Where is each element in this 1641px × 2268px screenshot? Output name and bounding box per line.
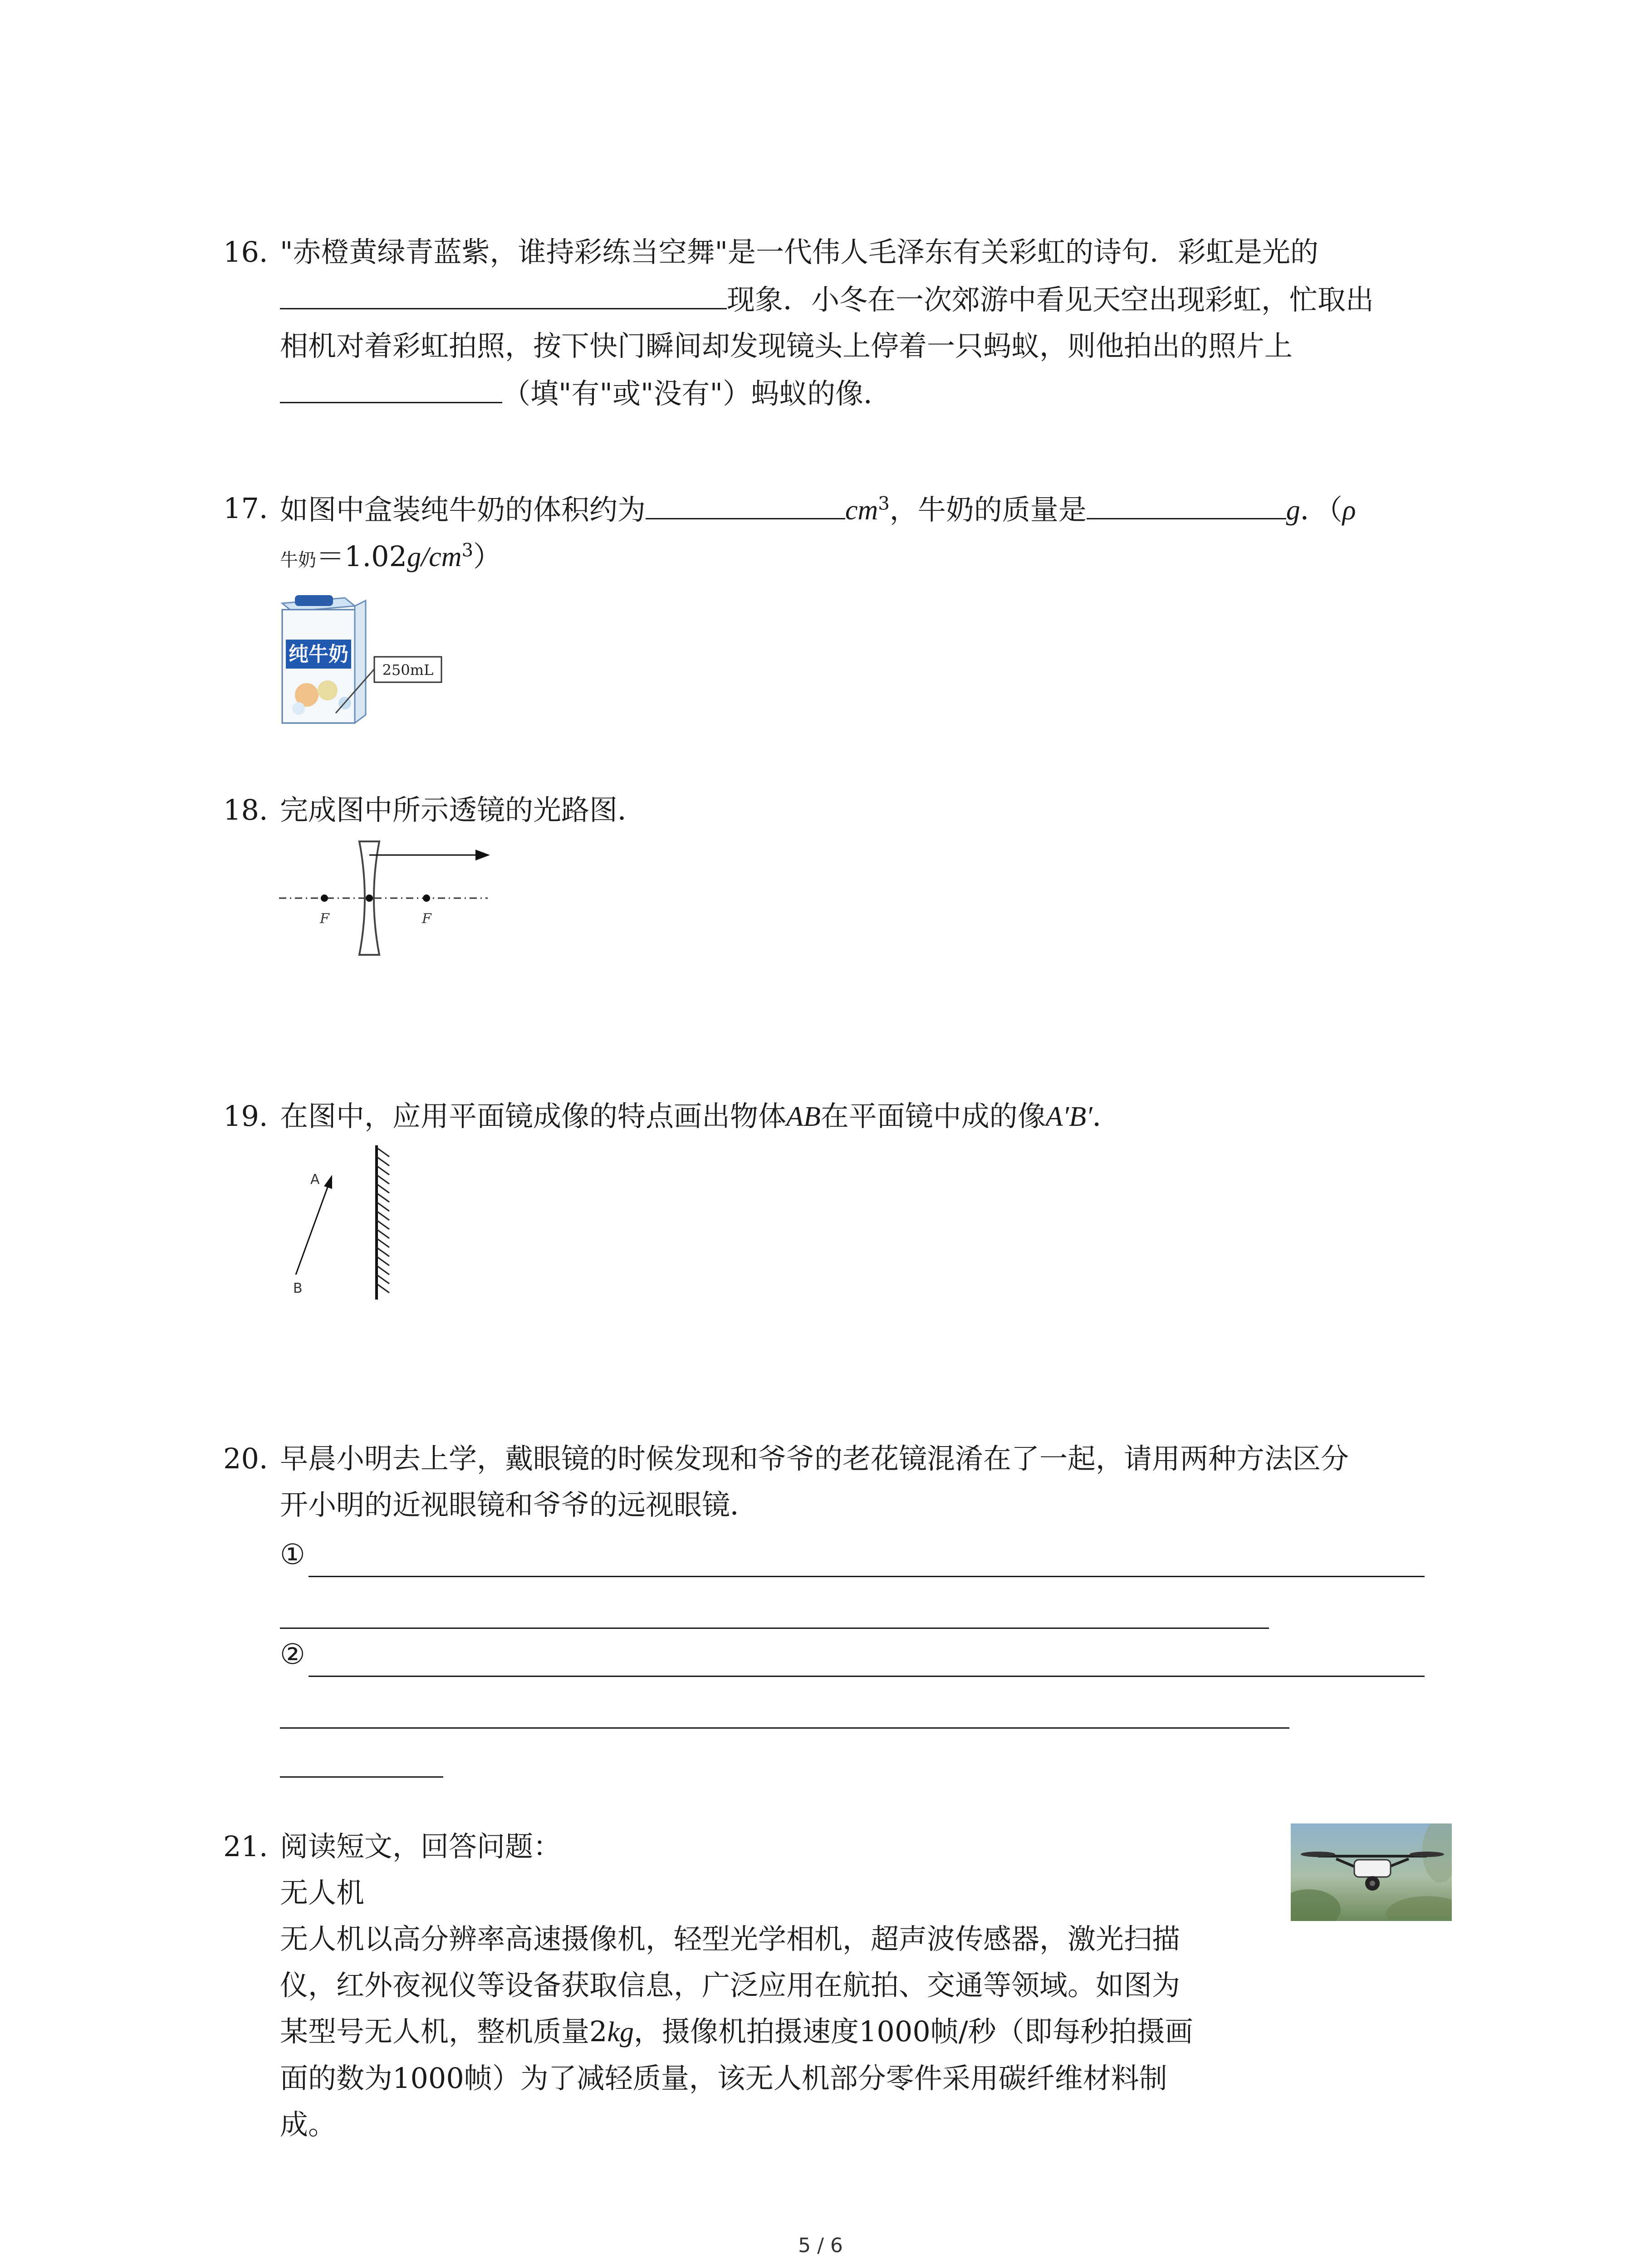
q16-line2: 现象．小冬在一次郊游中看见天空出现彩虹，忙取出 <box>280 275 1448 323</box>
answer-line-2b[interactable] <box>280 1685 1289 1729</box>
volume-blank[interactable] <box>646 485 845 519</box>
answer-blank[interactable] <box>280 275 727 309</box>
question-number: 20. <box>223 1442 268 1475</box>
plane-mirror-figure <box>281 1143 417 1306</box>
q21-p2: 仪，红外夜视仪等设备获取信息，广泛应用在航拍、交通等领域。如图为 <box>280 1969 1181 2002</box>
focal-point-right <box>423 894 430 902</box>
object-ab <box>296 1185 328 1275</box>
question-17 <box>223 485 1448 583</box>
q17-line1: 如图中盒装纯牛奶的体积约为 $cm^3$，牛奶的质量是 g．（ρ <box>280 485 1448 533</box>
question-20 <box>223 1436 1448 1528</box>
question-number: 21. <box>223 1830 268 1863</box>
answer-line-2a[interactable] <box>309 1633 1425 1677</box>
q21-p4: 面的数为1000帧）为了减轻质量，该无人机部分零件采用碳纤维材料制 <box>280 2062 1167 2095</box>
question-number: 18. <box>223 793 268 826</box>
ray-arrow-icon <box>475 850 490 860</box>
mirror-hatching <box>377 1148 389 1293</box>
answer-blank[interactable] <box>280 369 502 403</box>
q17-line2: 牛奶$=1.02g/cm^3$） <box>280 540 502 573</box>
q20-mark-1: ① <box>280 1538 305 1571</box>
question-21 <box>223 1823 1448 2148</box>
optical-center <box>366 894 373 902</box>
q16-line1: "赤橙黄绿青蓝紫，谁持彩练当空舞"是一代伟人毛泽东有关彩虹的诗句．彩虹是光的 <box>280 235 1319 269</box>
focus-label-left: F <box>320 911 329 927</box>
question-number: 19. <box>223 1100 268 1133</box>
q16-line3: 相机对着彩虹拍照，按下快门瞬间却发现镜头上停着一只蚂蚁，则他拍出的照片上 <box>280 329 1293 362</box>
q21-intro: 阅读短文，回答问题： <box>280 1830 562 1863</box>
q18-text: 完成图中所示透镜的光路图． <box>280 793 646 826</box>
mass-blank[interactable] <box>1087 485 1286 519</box>
volume-callout: 250mL <box>382 661 434 679</box>
carton-label: 纯牛奶 <box>289 643 348 666</box>
answer-line-1a[interactable] <box>309 1533 1425 1577</box>
drone-photo <box>1291 1823 1452 1921</box>
q21-heading: 无人机 <box>280 1876 365 1909</box>
focus-label-right: F <box>422 911 431 927</box>
question-19 <box>223 1093 1448 1140</box>
question-16 <box>223 229 1448 417</box>
answer-line-1b[interactable] <box>280 1585 1269 1629</box>
q20-mark-2: ② <box>280 1637 305 1671</box>
q20-line2: 开小明的近视眼镜和爷爷的远视眼镜． <box>280 1488 759 1521</box>
answer-line-2c[interactable] <box>280 1734 443 1778</box>
object-arrow-icon <box>324 1175 332 1189</box>
point-b-label: B <box>293 1281 303 1296</box>
milk-carton-figure <box>277 590 458 726</box>
q16-line4: （填"有"或"没有"）蚂蚁的像． <box>280 369 1448 417</box>
concave-lens-figure <box>277 832 495 964</box>
question-number: 16. <box>223 235 268 269</box>
focal-point-left <box>321 894 328 902</box>
question-number: 17. <box>223 492 268 525</box>
point-a-label: A <box>310 1172 320 1188</box>
q21-p3: 某型号无人机，整机质量2kg，摄像机拍摄速度1000帧/秒（即每秒拍摄画 <box>280 2015 1193 2048</box>
q20-line1: 早晨小明去上学，戴眼镜的时候发现和爷爷的老花镜混淆在了一起，请用两种方法区分 <box>280 1442 1349 1475</box>
q19-text: 在图中，应用平面镜成像的特点画出物体AB在平面镜中成的像A′B′． <box>280 1100 1121 1133</box>
question-18 <box>223 787 1448 833</box>
q21-p5: 成。 <box>280 2108 337 2141</box>
q21-p1: 无人机以高分辨率高速摄像机，轻型光学相机，超声波传感器，激光扫描 <box>280 1922 1181 1955</box>
page-number: 5 / 6 <box>798 2234 843 2257</box>
